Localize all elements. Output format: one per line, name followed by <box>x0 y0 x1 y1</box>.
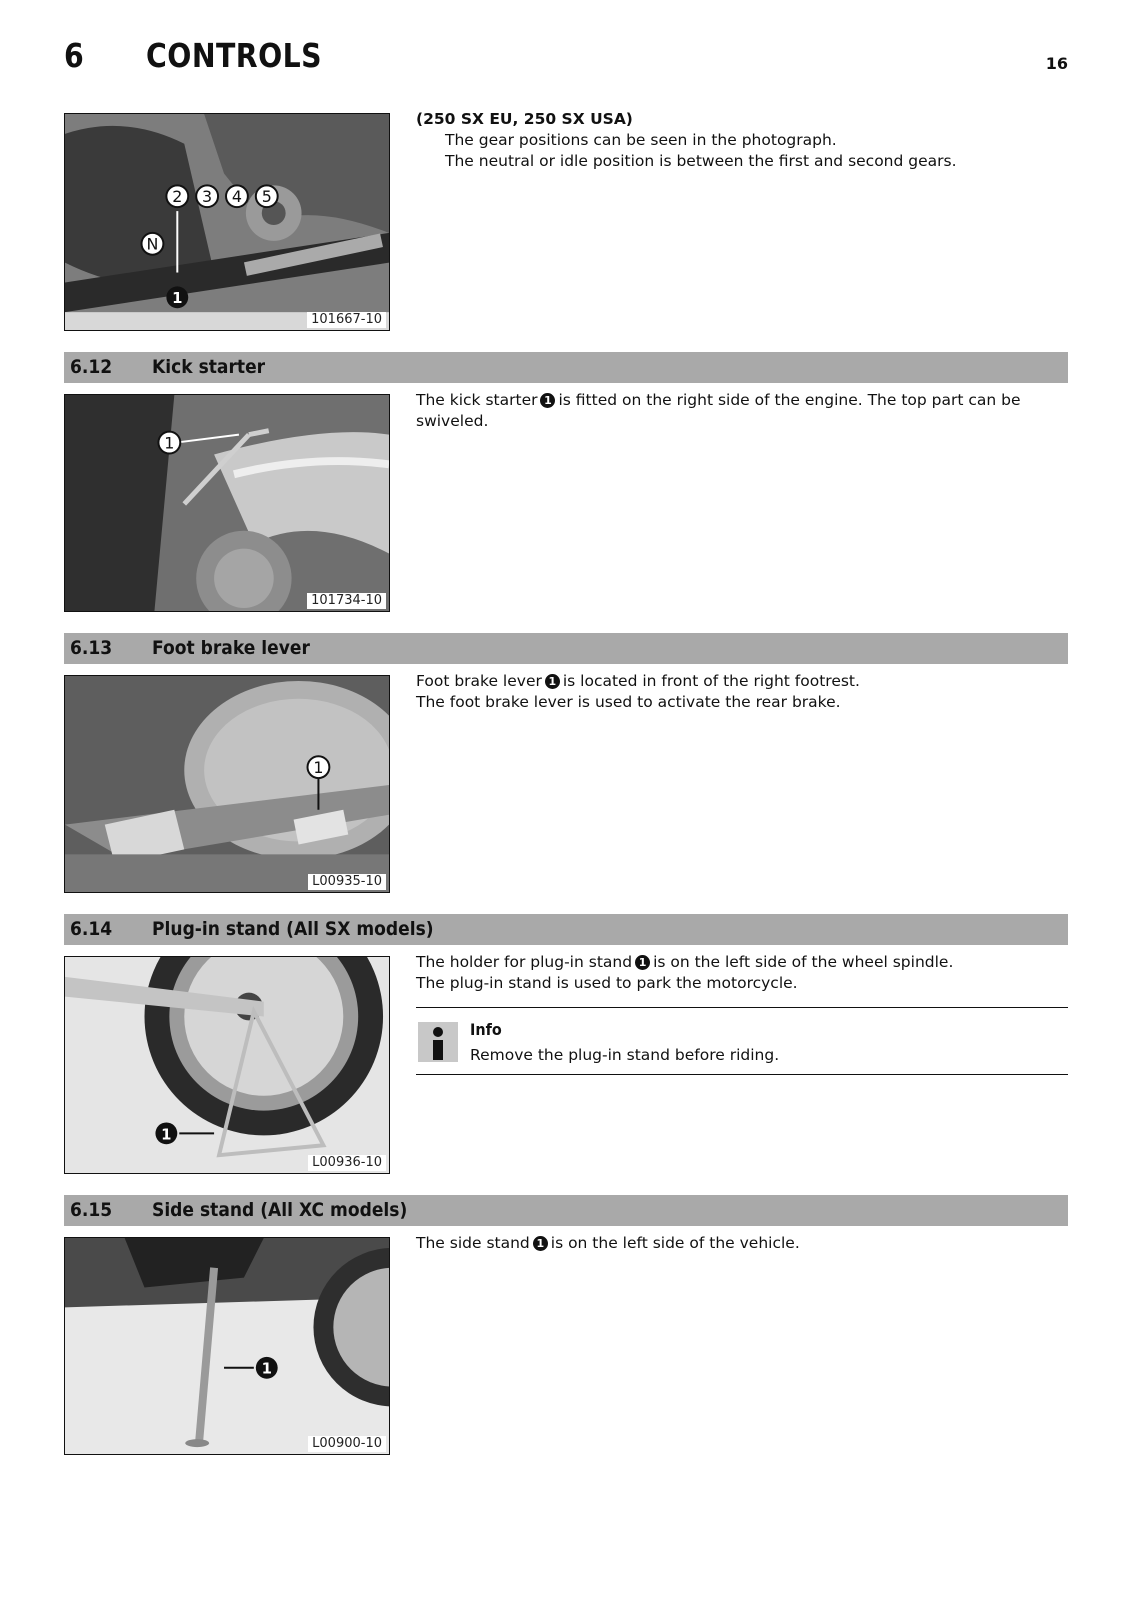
neutral-label: N <box>146 234 159 254</box>
plug-in-stand-text <box>416 952 1068 994</box>
info-icon <box>418 1022 458 1062</box>
callout-1: 1 <box>261 1359 272 1378</box>
text-before: The holder for plug-in stand <box>416 953 633 971</box>
gear-label-3: 3 <box>202 187 213 207</box>
foot-brake-lever-text <box>416 671 1068 713</box>
marker-1: 1 <box>540 393 555 408</box>
page-number: 16 <box>1045 54 1068 73</box>
text-after: is on the left side of the wheel spindle. <box>653 953 954 971</box>
intro-line-1: The gear positions can be seen in the photograph. <box>445 131 837 149</box>
info-box <box>416 1007 1068 1075</box>
side-stand-text <box>416 1233 1068 1254</box>
text-after: is located in front of the right footrest. <box>562 672 860 690</box>
photo-code: 101734-10 <box>307 593 386 609</box>
kick-starter-text <box>416 390 1068 432</box>
side-stand-photo <box>64 1237 390 1455</box>
intro-heading: (250 SX EU, 250 SX USA) <box>416 110 633 128</box>
callout-1: 1 <box>161 1125 172 1144</box>
section-header-plug-in-stand <box>64 914 1068 945</box>
section-title: Side stand (All XC models) <box>152 1199 408 1221</box>
text-line-2: The plug-in stand is used to park the motorcycle. <box>416 974 798 992</box>
kick-starter-photo <box>64 394 390 612</box>
callout-1: 1 <box>164 433 175 453</box>
text-before: The side stand <box>416 1234 530 1252</box>
page-header <box>64 36 1068 86</box>
photo-code: L00935-10 <box>308 874 386 890</box>
info-text: Remove the plug-in stand before riding. <box>470 1046 780 1064</box>
section-title: Plug-in stand (All SX models) <box>152 918 434 940</box>
section-header-foot-brake-lever <box>64 633 1068 664</box>
gear-shift-photo <box>64 113 390 331</box>
text-after: is fitted on the right side of the engine. The top part can be swiveled. <box>416 391 1021 430</box>
section-title: Kick starter <box>152 356 266 378</box>
photo-code: L00936-10 <box>308 1155 386 1171</box>
photo-code: L00900-10 <box>308 1436 386 1452</box>
chapter-number: 6 <box>64 36 84 75</box>
intro-text <box>416 109 1068 172</box>
text-before: The kick starter <box>416 391 538 409</box>
marker-1: 1 <box>545 674 560 689</box>
intro-line-2: The neutral or idle position is between the first and second gears. <box>445 152 957 170</box>
marker-1: 1 <box>635 955 650 970</box>
text-line-2: The foot brake lever is used to activate the rear brake. <box>416 693 841 711</box>
section-number: 6.13 <box>70 637 113 659</box>
section-number: 6.12 <box>70 356 113 378</box>
section-number: 6.15 <box>70 1199 113 1221</box>
section-title: Foot brake lever <box>152 637 310 659</box>
section-header-side-stand <box>64 1195 1068 1226</box>
photo-code: 101667-10 <box>307 312 386 328</box>
marker-1: 1 <box>533 1236 548 1251</box>
gear-label-4: 4 <box>231 187 242 207</box>
section-number: 6.14 <box>70 918 113 940</box>
plug-in-stand-photo <box>64 956 390 1174</box>
text-before: Foot brake lever <box>416 672 542 690</box>
info-title: Info <box>470 1020 502 1039</box>
callout-1: 1 <box>313 758 324 778</box>
text-after: is on the left side of the vehicle. <box>550 1234 800 1252</box>
foot-brake-lever-photo <box>64 675 390 893</box>
gear-label-5: 5 <box>261 187 272 207</box>
chapter-title: CONTROLS <box>146 36 323 75</box>
section-header-kick-starter <box>64 352 1068 383</box>
callout-1: 1 <box>172 289 183 308</box>
gear-label-2: 2 <box>172 187 183 207</box>
